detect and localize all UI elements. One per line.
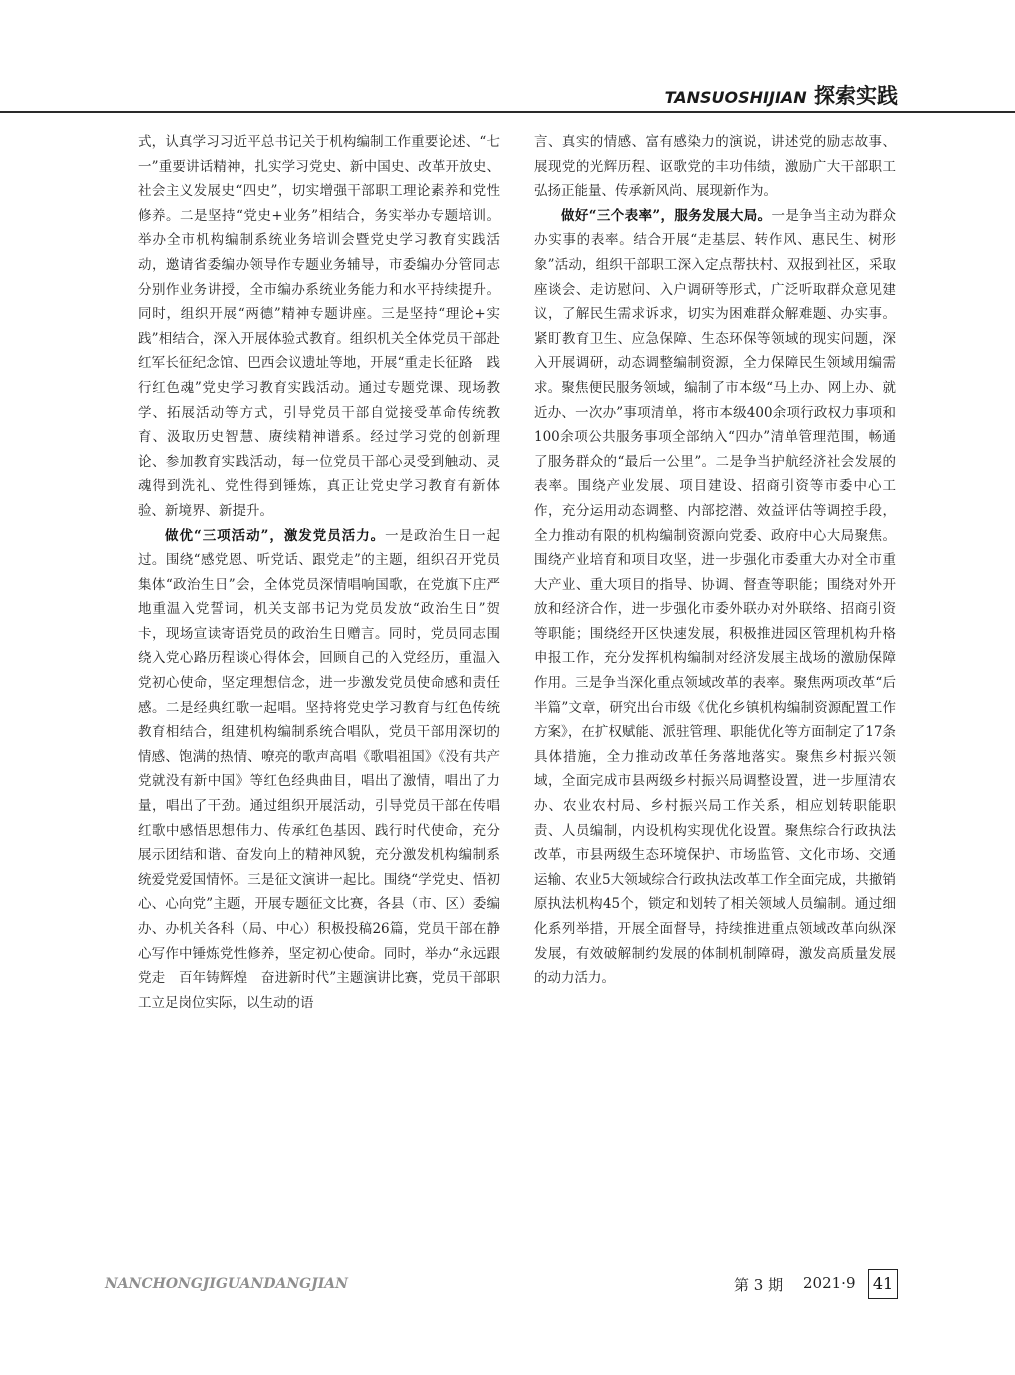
right-paragraph-2-body: 一是争当主动为群众办实事的表率。结合开展“走基层、转作风、惠民生、树形象”活动，组织干部职工深入定点帮扶村、双报到社区，采取座谈会、走访慰问、入户调研等形式，广泛听取群众意见建议，了解民生需求诉求，切实为困难群众解难题、办实事。紧盯教育卫生、应急保障、生态环保等领域的现实问题，深入开展调研，动态调整编制资源，全力保障民生领域用编需求。聚焦便民服务领域，编制了市本级“马上办、网上办、就近办、一次办”事项清单，将市本级400余项行政权力事项和100余项公共服务事项全部纳入“四办”清单管理范围，畅通了服务群众的“最后一公里”。二是争当护航经济社会发展的表率。围绕产业发展、项目建设、招商引资等市委中心工作，充分运用动态调整、内部挖潜、效益评估等调控手段，全力推动有限的机构编制资源向党委、政府中心大局聚焦。围绕产业培育和项目攻坚，进一步强化市委重大办对全市重大产业、重大项目的指导、协调、督查等职能；围绕对外开放和经济合作，进一步强化市委外联办对外联络、招商引资等职能；围绕经开区快速发展，积极推进园区管理机构升格申报工作，充分发挥机构编制对经济发展主战场的激励保障作用。三是争当深化重点领域改革的表率。聚焦两项改革“后半篇”文章，研究出台市级《优化乡镇机构编制资源配置工作方案》，在扩权赋能、派驻管理、职能优化等方面制定了17条具体措施，全力推动改革任务落地落实。聚焦乡村振兴领域，全面完成市县两级乡村振兴局调整设置，进一步厘清农办、农业农村局、乡村振兴局工作关系，相应划转职能职责、人员编制，内设机构实现优化设置。聚焦综合行政执法改革，市县两级生态环境保护、市场监管、文化市场、交通运输、农业5大领域综合行政执法改革工作全面完成，共撤销原执法机构45个，锁定和划转了相关领域人员编制。通过细化系列举措，开展全面督导，持续推进重点领域改革向纵深发展，有效破解制约发展的体制机制障碍，激发高质量发展的动力活力。 xyxy=(534,207,897,987)
right-paragraph-2-heading: 做好“三个表率”，服务发展大局。 xyxy=(561,207,772,224)
section-title-latin: TANSUOSHIJIAN xyxy=(664,88,807,107)
left-paragraph-1: 式，认真学习习近平总书记关于机构编制工作重要论述、“七一”重要讲话精神，扎实学习党史、新中国史、改革开放史、社会主义发展史“四史”，切实增强干部职工理论素养和党性修养。二是坚持“党史+业务”相结合，务实举办专题培训。举办全市机构编制系统业务培训会暨党史学习教育实践活动，邀请省委编办领导作专题业务辅导，市委编办分管同志分别作业务讲授，全市编办系统业务能力和水平持续提升。同时，组织开展“两德”精神专题讲座。三是坚持“理论+实践”相结合，深入开展体验式教育。组织机关全体党员干部赴红军长征纪念馆、巴西会议遗址等地，开展“重走长征路 践行红色魂”党史学习教育实践活动。通过专题党课、现场教学、拓展活动等方式，引导党员干部自觉接受革命传统教育、汲取历史智慧、赓续精神谱系。经过学习党的创新理论、参加教育实践活动，每一位党员干部心灵受到触动、灵魂得到洗礼、党性得到锤炼，真正让党史学习教育有新体验、新境界、新提升。 xyxy=(138,134,500,519)
page-footer xyxy=(0,1268,1015,1304)
right-column xyxy=(534,130,896,991)
right-paragraph-1: 言、真实的情感、富有感染力的演说，讲述党的励志故事、展现党的光辉历程、讴歌党的丰功伟绩，激励广大干部职工弘扬正能量、传承新风尚、展现新作为。 xyxy=(534,134,896,200)
page-number: 41 xyxy=(868,1269,898,1299)
left-paragraph-2-heading: 做优“三项活动”，激发党员活力。 xyxy=(165,527,386,544)
left-paragraph-2-body: 一是政治生日一起过。围绕“感党恩、听党话、跟党走”的主题，组织召开党员集体“政治生日”会，全体党员深情唱响国歌，在党旗下庄严地重温入党誓词，机关支部书记为党员发放“政治生日”贺卡，现场宣读寄语党员的政治生日赠言。同时，党员同志围绕入党心路历程谈心得体会，回顾自己的入党经历，重温入党初心使命，坚定理想信念，进一步激发党员使命感和责任感。二是经典红歌一起唱。坚持将党史学习教育与红色传统教育相结合，组建机构编制系统合唱队，党员干部用深切的情感、饱满的热情、嘹亮的歌声高唱《歌唱祖国》《没有共产党就没有新中国》等红色经典曲目，唱出了激情，唱出了力量，唱出了干劲。通过组织开展活动，引导党员干部在传唱红歌中感悟思想伟力、传承红色基因、践行时代使命，充分展示团结和谐、奋发向上的精神风貌，充分激发机构编制系统爱党爱国情怀。三是征文演讲一起比。围绕“学党史、悟初心、心向党”主题，开展专题征文比赛，各县（市、区）委编办、办机关各科（局、中心）积极投稿26篇，党员干部在静心写作中锤炼党性修养，坚定初心使命。同时，举办“永远跟党走 百年铸辉煌 奋进新时代”主题演讲比赛，党员干部职工立足岗位实际，以生动的语 xyxy=(138,527,501,1011)
section-title-chinese: 探索实践 xyxy=(814,84,898,108)
header-divider xyxy=(0,111,1015,113)
journal-name: NANCHONGJIGUANDANGJIAN xyxy=(105,1276,348,1292)
left-paragraph-2 xyxy=(138,524,500,1016)
issue-date: 2021·9 xyxy=(803,1274,856,1292)
issue-number: 第 3 期 xyxy=(734,1276,784,1294)
page-header xyxy=(0,74,1015,112)
section-title xyxy=(665,80,898,110)
left-column xyxy=(138,130,500,1015)
right-paragraph-2 xyxy=(534,204,896,991)
